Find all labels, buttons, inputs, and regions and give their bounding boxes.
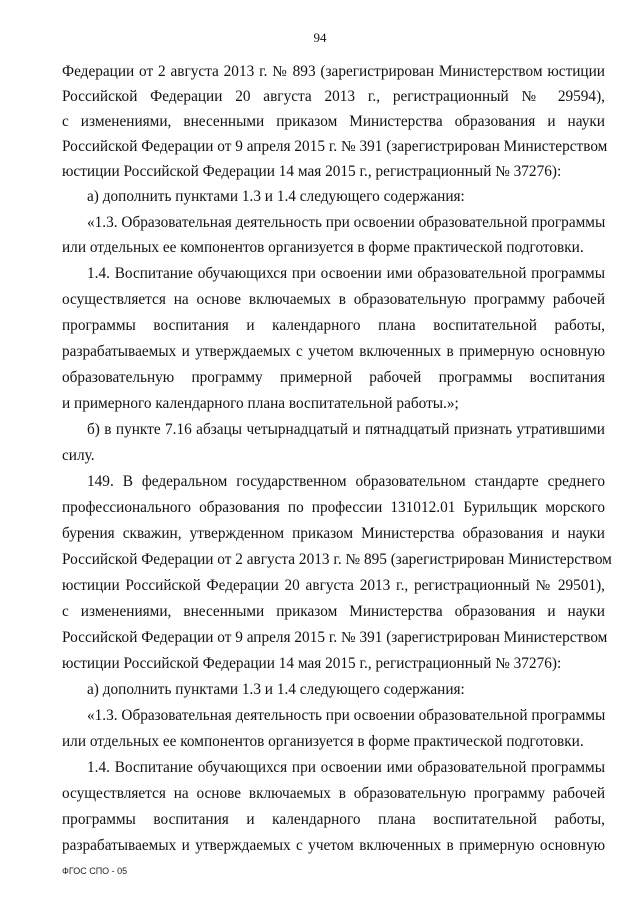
text-line: профессионального образования по профессии 131012.01 Бурильщик морского — [62, 499, 605, 516]
text-line: б) в пункте 7.16 абзацы четырнадцатый и пятнадцатый признать утратившими — [87, 421, 605, 438]
text-line: юстиции Российской Федерации 14 мая 2015 г., регистрационный № 37276): — [62, 163, 562, 180]
text-line: «1.3. Образовательная деятельность при освоении образовательной программы — [87, 214, 606, 231]
text-line: с изменениями, внесенными приказом Министерства образования и науки — [62, 113, 605, 130]
text-line: юстиции Российской Федерации 14 мая 2015 г., регистрационный № 37276): — [62, 655, 562, 672]
text-line: разрабатываемых и утверждаемых с учетом включенных в примерную основную — [62, 837, 605, 854]
text-line: а) дополнить пунктами 1.3 и 1.4 следующего содержания: — [87, 188, 465, 205]
page-number: 94 — [313, 30, 327, 45]
text-line: бурения скважин, утвержденном приказом Министерства образования и науки — [62, 525, 605, 542]
text-line: 149. В федеральном государственном образовательном стандарте среднего — [87, 473, 605, 490]
text-line: или отдельных ее компонентов организуется в форме практической подготовки. — [62, 239, 584, 256]
text-line: Российской Федерации от 2 августа 2013 г. № 895 (зарегистрирован Министерством — [62, 551, 612, 568]
text-line: 1.4. Воспитание обучающихся при освоении ими образовательной программы — [87, 759, 605, 776]
text-line: Российской Федерации от 9 апреля 2015 г. № 391 (зарегистрирован Министерством — [62, 629, 608, 646]
text-line: разрабатываемых и утверждаемых с учетом включенных в примерную основную — [62, 343, 605, 360]
text-line: Российской Федерации 20 августа 2013 г., регистрационный № 29594), — [62, 88, 605, 105]
text-line: Федерации от 2 августа 2013 г. № 893 (зарегистрирован Министерством юстиции — [62, 63, 605, 80]
text-line: программы воспитания и календарного плана воспитательной работы, — [62, 317, 605, 334]
text-line: или отдельных ее компонентов организуется в форме практической подготовки. — [62, 733, 584, 750]
text-line: силу. — [62, 447, 95, 464]
text-line: осуществляется на основе включаемых в образовательную программу рабочей — [62, 785, 605, 802]
text-line: осуществляется на основе включаемых в образовательную программу рабочей — [62, 291, 605, 308]
text-line: с изменениями, внесенными приказом Министерства образования и науки — [62, 603, 605, 620]
text-line: Российской Федерации от 9 апреля 2015 г. № 391 (зарегистрирован Министерством — [62, 138, 608, 155]
footer-label: ФГОС СПО - 05 — [62, 866, 128, 876]
text-line: образовательную программу примерной рабочей программы воспитания — [62, 369, 605, 386]
text-line: программы воспитания и календарного плана воспитательной работы, — [62, 811, 605, 828]
text-line: и примерного календарного плана воспитательной работы.»; — [62, 395, 459, 412]
text-line: «1.3. Образовательная деятельность при освоении образовательной программы — [87, 707, 606, 724]
text-line: а) дополнить пунктами 1.3 и 1.4 следующего содержания: — [87, 681, 465, 698]
text-line: юстиции Российской Федерации 20 августа 2013 г., регистрационный № 29501), — [62, 577, 605, 594]
text-line: 1.4. Воспитание обучающихся при освоении ими образовательной программы — [87, 265, 605, 282]
